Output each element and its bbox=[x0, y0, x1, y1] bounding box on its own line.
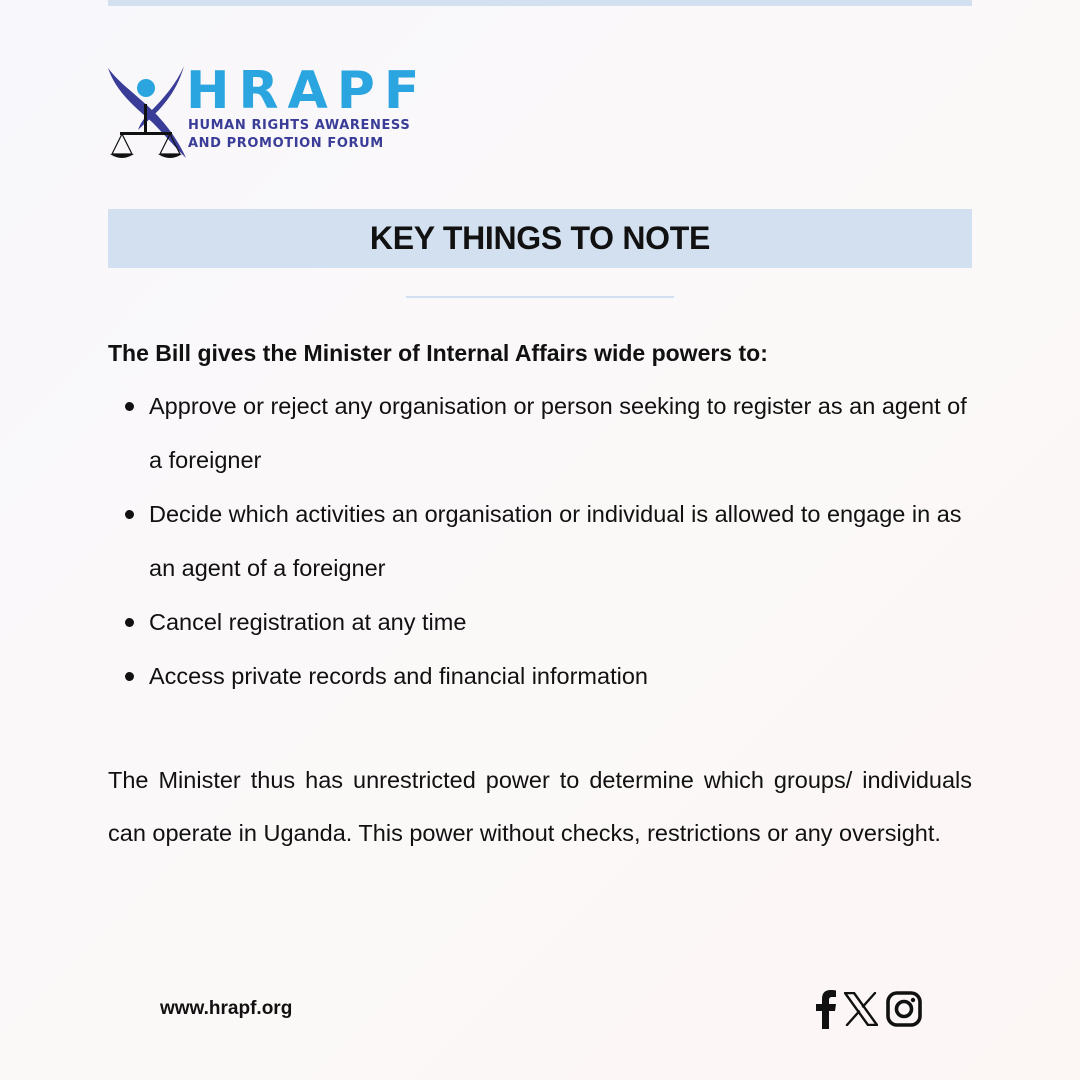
top-accent-bar bbox=[108, 0, 972, 6]
instagram-icon[interactable] bbox=[886, 991, 922, 1032]
divider-line bbox=[406, 296, 674, 298]
x-icon[interactable] bbox=[844, 992, 878, 1031]
powers-list bbox=[108, 379, 972, 703]
website-url[interactable]: www.hrapf.org bbox=[160, 998, 293, 1019]
logo-tagline-line2: AND PROMOTION FORUM bbox=[188, 136, 384, 151]
section-title: KEY THINGS TO NOTE bbox=[369, 220, 711, 256]
list-item: Approve or reject any organisation or person seeking to register as an agent of a foreigner bbox=[108, 379, 972, 487]
section-banner bbox=[108, 209, 972, 268]
list-item: Decide which activities an organisation or individual is allowed to engage in as an agent of a foreigner bbox=[108, 487, 972, 595]
intro-statement: The Bill gives the Minister of Internal Affairs wide powers to: bbox=[108, 340, 768, 366]
list-item: Access private records and financial information bbox=[108, 649, 972, 703]
scales-of-justice-icon bbox=[108, 62, 188, 162]
logo-tagline-line1: HUMAN RIGHTS AWARENESS bbox=[188, 118, 411, 133]
list-item: Cancel registration at any time bbox=[108, 595, 972, 649]
logo-wordmark: HRAPF bbox=[186, 61, 429, 121]
hrapf-logo bbox=[108, 61, 429, 162]
facebook-icon[interactable] bbox=[816, 989, 836, 1034]
social-links bbox=[816, 990, 922, 1032]
conclusion-paragraph: The Minister thus has unrestricted power to determine which groups/ individuals can operate in Uganda. This power without checks, restrictions or any oversight. bbox=[108, 767, 972, 846]
